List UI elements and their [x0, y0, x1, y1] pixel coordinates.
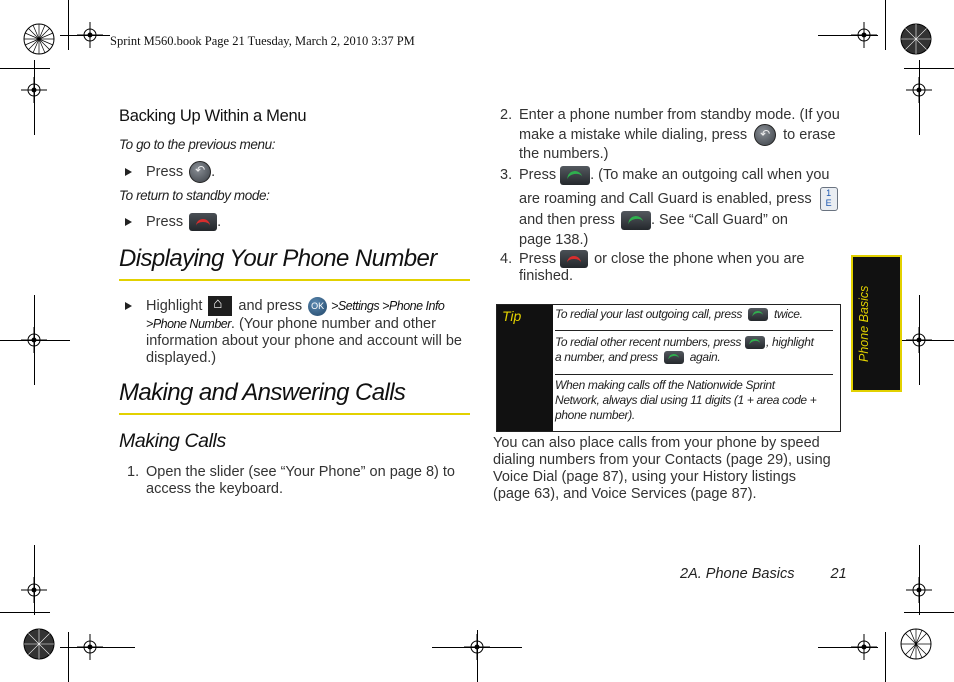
back-key-icon: [754, 124, 776, 146]
making-calls-subheading: Making Calls: [119, 430, 226, 452]
backing-up-heading: Backing Up Within a Menu: [119, 107, 307, 125]
bullet-arrow-icon: [125, 218, 132, 226]
one-key-icon: 1 E: [820, 187, 838, 211]
displaying-number-heading: Displaying Your Phone Number: [119, 245, 470, 281]
display-number-step: Highlight ⌂ and press OK > Settings > Phone Info >Phone Number. (Your phone number and other information about your phone and account will be displayed.): [125, 296, 475, 367]
tip-item: To redial other recent numbers, press , highlight a number, and press again.: [555, 335, 814, 364]
step-1: 1. Open the slider (see “Your Phone” on page 8) to access the keyboard.: [127, 464, 455, 497]
end-key-icon: [189, 213, 217, 231]
tip-divider: [555, 374, 833, 375]
tip-label: Tip: [497, 305, 553, 431]
prev-menu-intro: To go to the previous menu:: [119, 137, 276, 152]
making-answering-heading: Making and Answering Calls: [119, 379, 470, 415]
page-number: 21: [830, 566, 847, 582]
send-key-icon: [621, 211, 651, 230]
bullet-arrow-icon: [125, 302, 132, 310]
tip-divider: [555, 330, 833, 331]
side-tab-label: Phone Basics: [857, 285, 871, 362]
speed-dial-paragraph: You can also place calls from your phone by speed dialing numbers from your Contacts (page 29), using Voice Dial (page 87), using your History listings (page 63), and Voice Services (page 87).: [493, 435, 831, 502]
step-4: 4. Press or close the phone when you are finished.: [500, 250, 805, 284]
standby-step: Press .: [125, 213, 221, 231]
registration-sunburst-icon: [22, 627, 56, 661]
registration-sunburst-icon: [899, 627, 933, 661]
tip-item: To redial your last outgoing call, press twice.: [555, 307, 803, 321]
send-key-icon: [664, 351, 684, 364]
step-3: 3. Press . (To make an outgoing call when you are roaming and Call Guard is enabled, press 1 E and then press . See “Call Guard” on page 138.): [500, 166, 845, 249]
back-key-icon: [189, 161, 211, 183]
footer-section: 2A. Phone Basics: [680, 566, 795, 582]
registration-sunburst-icon: [22, 22, 56, 56]
prev-menu-step: Press ↶ .: [125, 161, 215, 183]
send-key-icon: [745, 336, 765, 349]
tip-item: When making calls off the Nationwide Sprint Network, always dial using 11 digits (1 + area code + phone number).: [555, 378, 817, 422]
send-key-icon: [748, 308, 768, 321]
ok-key-icon: OK: [308, 297, 327, 316]
step-2: 2. Enter a phone number from standby mode. (If you make a mistake while dialing, press ↶ to erase the numbers.): [500, 107, 845, 163]
send-key-icon: [560, 166, 590, 185]
standby-intro: To return to standby mode:: [119, 188, 270, 203]
bullet-arrow-icon: [125, 168, 132, 176]
end-key-icon: [560, 250, 588, 268]
home-key-icon: [208, 296, 232, 316]
registration-sunburst-icon: [899, 22, 933, 56]
book-header: Sprint M560.book Page 21 Tuesday, March 2, 2010 3:37 PM: [110, 34, 415, 48]
tip-box: [496, 304, 841, 432]
page-footer: [680, 566, 847, 582]
